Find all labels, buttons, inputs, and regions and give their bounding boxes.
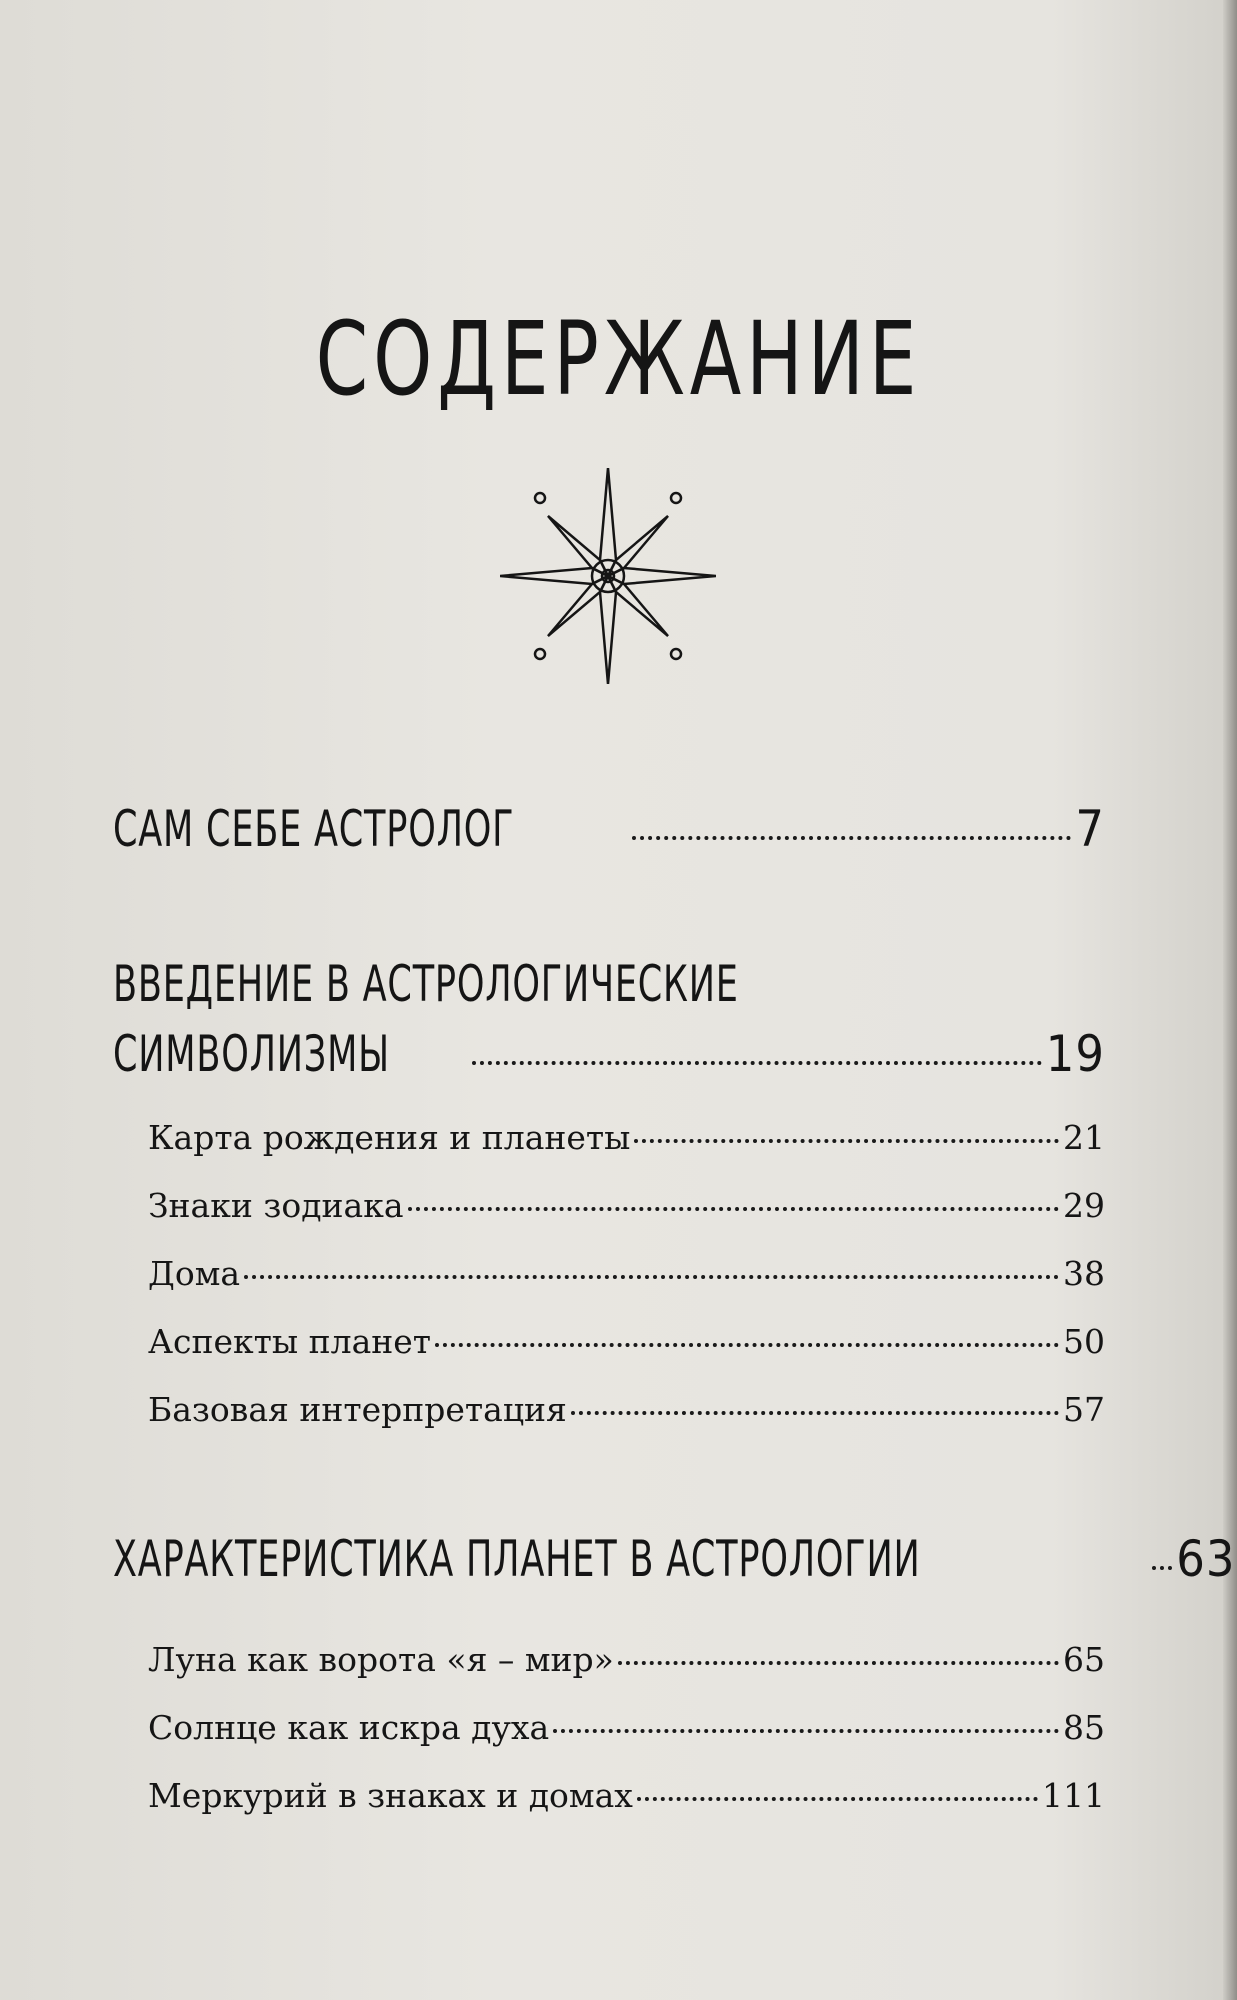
toc-page-number: 29 — [1063, 1186, 1105, 1225]
toc-item-label: Знаки зодиака — [148, 1186, 404, 1225]
toc-page-number: 19 — [1045, 1025, 1105, 1083]
toc-page-number: 57 — [1063, 1390, 1105, 1429]
toc-page-number: 85 — [1063, 1708, 1105, 1747]
toc-leader-dots — [632, 836, 1072, 840]
toc-leader-dots — [618, 1661, 1059, 1665]
toc-section-1[interactable] — [113, 800, 1105, 858]
toc-item[interactable] — [148, 1254, 1105, 1293]
toc-leader-dots — [472, 1061, 1042, 1065]
toc-section-title-line2: СИМВОЛИЗМЫ — [113, 1025, 390, 1083]
toc-item-label: Луна как ворота «я – мир» — [148, 1640, 614, 1679]
toc-leader-dots — [571, 1411, 1059, 1415]
toc-page-number: 21 — [1063, 1118, 1105, 1157]
toc-leader-dots — [435, 1343, 1059, 1347]
toc-item-label: Карта рождения и планеты — [148, 1118, 631, 1157]
toc-page-number: 7 — [1075, 800, 1105, 858]
toc-item-label: Аспекты планет — [148, 1322, 432, 1361]
toc-item-label: Солнце как искра духа — [148, 1708, 550, 1747]
toc-page-number: 63 — [1176, 1530, 1236, 1588]
toc-section-title: ХАРАКТЕРИСТИКА ПЛАНЕТ В АСТРОЛОГИИ — [113, 1530, 921, 1588]
toc-section-title: САМ СЕБЕ АСТРОЛОГ — [113, 800, 515, 858]
toc-item-label: Дома — [148, 1254, 241, 1293]
toc-leader-dots — [634, 1139, 1059, 1143]
toc-page-number: 38 — [1063, 1254, 1105, 1293]
toc-leader-dots — [553, 1729, 1059, 1733]
toc-page-number: 111 — [1042, 1776, 1105, 1815]
page-edge — [1223, 0, 1237, 2000]
toc-item[interactable] — [148, 1776, 1105, 1815]
toc-leader-dots — [244, 1275, 1059, 1279]
toc-section-3[interactable] — [113, 1530, 1236, 1588]
toc-item-label: Базовая интерпретация — [148, 1390, 567, 1429]
toc-page-number: 50 — [1063, 1322, 1105, 1361]
toc-leader-dots — [1152, 1566, 1172, 1570]
toc-item-label: Меркурий в знаках и домах — [148, 1776, 633, 1815]
toc-leader-dots — [408, 1207, 1060, 1211]
toc-section-2[interactable] — [113, 1025, 1105, 1083]
compass-star-icon — [500, 468, 716, 684]
page-title: СОДЕРЖАНИЕ — [315, 300, 922, 419]
toc-item[interactable] — [148, 1390, 1105, 1429]
toc-page-number: 65 — [1063, 1640, 1105, 1679]
toc-leader-dots — [637, 1797, 1038, 1801]
toc-item[interactable] — [148, 1640, 1105, 1679]
toc-section-title-line1: ВВЕДЕНИЕ В АСТРОЛОГИЧЕСКИЕ — [113, 955, 739, 1013]
toc-item[interactable] — [148, 1186, 1105, 1225]
toc-item[interactable] — [148, 1708, 1105, 1747]
toc-item[interactable] — [148, 1322, 1105, 1361]
toc-item[interactable] — [148, 1118, 1105, 1157]
